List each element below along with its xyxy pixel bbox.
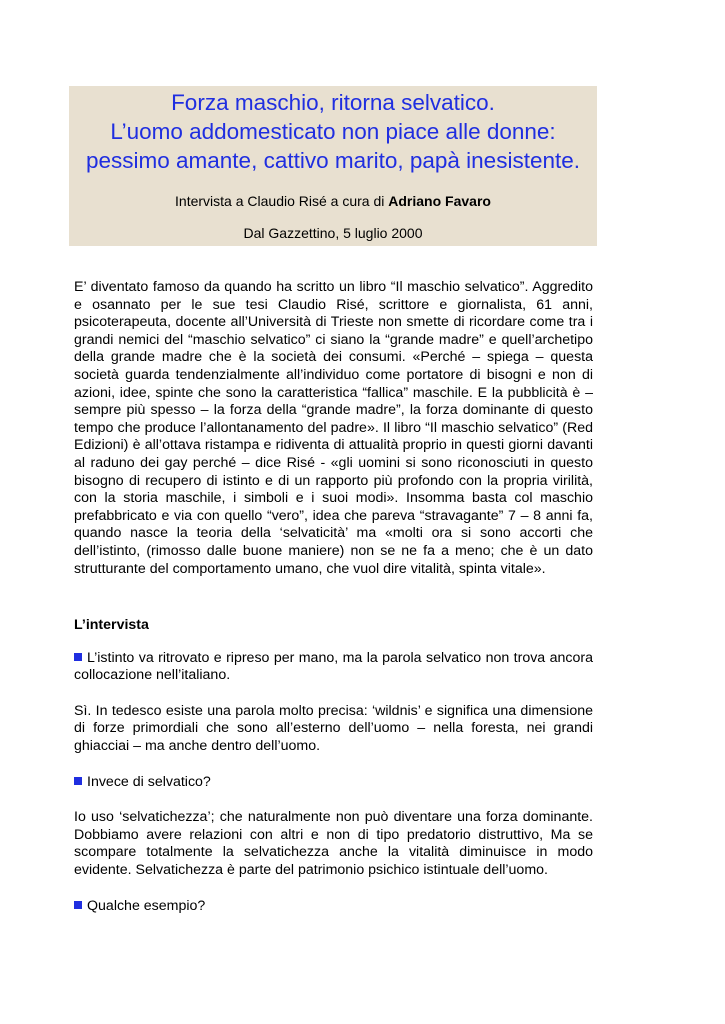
square-bullet-icon	[74, 901, 82, 909]
title-line-2: L’uomo addomesticato non piace alle donne:	[110, 119, 556, 144]
intro-paragraph: E’ diventato famoso da quando ha scritto un libro “Il maschio selvatico”. Aggredito e osannato per le sue tesi Claudio Risé, scrittore e giornalista, 61 anni, psicoterapeuta, docente all’Università di Trieste non smette di ricordare come tra i grandi nemici del “maschio selvatico” ci siano la “grande madre” e quell’archetipo della grande madre che è la società dei consumi. «Perché – spiega – questa società guarda tendenzialmente all’individuo come portatore di bisogni e non di azioni, idee, spinte che sono la caratteristica “fallica” maschile. E la pubblicità è – sempre più spesso – la forza della “grande madre”, la forza dominante di questo tempo che produce l’allontanamento del padre». Il libro “Il maschio selvatico” (Red Edizioni) è all’ottava ristampa e ridiventa di attualità proprio in questi giorni davanti al raduno dei gay perché – dice Risé - «gli uomini si sono riconosciuti in questo bisogno di recupero di istinto e di un rapporto più profondo con la propria virilità, con la storia maschile, i simboli e i suoi modi». Insomma basta col maschio prefabbricato e via con quello “vero”, idea che pareva “stravagante” 7 – 8 anni fa, quando nasce la teoria della ‘selvaticità’ ma «molti ora si sono accorti che dell’istinto, (rimosso dalle buone maniere) non se ne fa a meno; che è un dato strutturante del comportamento umano, che vuol dire vitalità, spinta vitale».	[74, 279, 593, 577]
byline	[69, 192, 597, 210]
square-bullet-icon	[74, 777, 82, 785]
title-line-1: Forza maschio, ritorna selvatico.	[171, 90, 495, 115]
question-3	[74, 898, 593, 916]
title-line-3: pessimo amante, cattivo marito, papà inesistente.	[85, 148, 580, 173]
answer-1: Sì. In tedesco esiste una parola molto precisa: ‘wildnis’ e significa una dimensione di forze primordiali che sono all’esterno dell’uomo – nella foresta, nei grandi ghiacciai – ma anche dentro dell’uomo.	[74, 702, 593, 754]
source-line: Dal Gazzettino, 5 luglio 2000	[243, 225, 423, 241]
question-1	[74, 650, 593, 685]
byline-prefix: Intervista a Claudio Risé a cura di	[175, 193, 389, 209]
header-box	[69, 86, 597, 246]
section-heading: L’intervista	[74, 617, 149, 633]
article-title	[69, 86, 597, 175]
article-body	[74, 279, 593, 933]
question-1-text: L’istinto va ritrovato e ripreso per mano, ma la parola selvatico non trova ancora collocazione nell’italiano.	[74, 649, 593, 684]
square-bullet-icon	[74, 653, 82, 661]
question-2	[74, 774, 593, 792]
answer-2: Io uso ‘selvatichezza’; che naturalmente non può diventare una forza dominante. Dobbiamo avere relazioni con altri e non di tipo predatorio distruttivo, Ma se scompare totalmente la selvatichezza anche la vitalità diminuisce in modo evidente. Selvatichezza è parte del patrimonio psichico istintuale dell’uomo.	[74, 809, 593, 878]
question-2-text: Invece di selvatico?	[87, 773, 211, 790]
question-3-text: Qualche esempio?	[87, 897, 206, 914]
byline-author: Adriano Favaro	[388, 193, 491, 209]
